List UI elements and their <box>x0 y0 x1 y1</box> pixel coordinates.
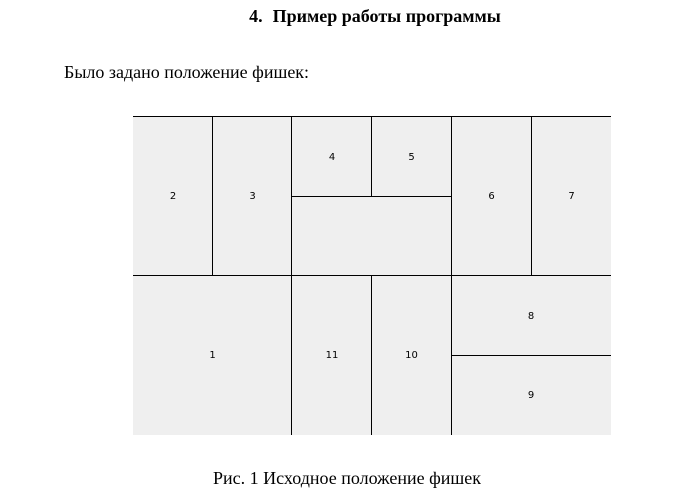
chip-8 <box>451 276 611 356</box>
chip-1 <box>133 276 292 435</box>
chip-label: 2 <box>169 191 177 202</box>
chip-label: 4 <box>328 151 336 163</box>
section-title: Пример работы программы <box>272 6 501 26</box>
chip-10 <box>371 276 452 435</box>
chip-2 <box>133 117 213 276</box>
section-heading <box>0 4 694 28</box>
chip-11 <box>291 276 372 435</box>
intro-paragraph: Было задано положение фишек: <box>64 62 310 82</box>
chip-empty <box>291 196 452 276</box>
chip-label: 8 <box>527 310 535 322</box>
chip-label: 11 <box>325 350 339 361</box>
puzzle-board <box>133 116 611 435</box>
chip-7 <box>531 117 611 276</box>
figure-caption: Рис. 1 Исходное положение фишек <box>213 468 481 488</box>
chip-4 <box>291 117 372 197</box>
chip-6 <box>451 117 532 276</box>
chip-label: 9 <box>527 390 535 401</box>
chip-9 <box>451 355 611 435</box>
chip-label: 7 <box>568 191 575 202</box>
chip-label: 5 <box>408 151 415 163</box>
chip-label: 6 <box>488 191 495 202</box>
chip-5 <box>371 117 452 197</box>
section-number: 4. <box>249 6 263 26</box>
chip-label: 1 <box>209 350 216 361</box>
chip-3 <box>212 117 292 276</box>
chip-label: 3 <box>249 191 256 202</box>
chip-label: 10 <box>405 350 418 361</box>
